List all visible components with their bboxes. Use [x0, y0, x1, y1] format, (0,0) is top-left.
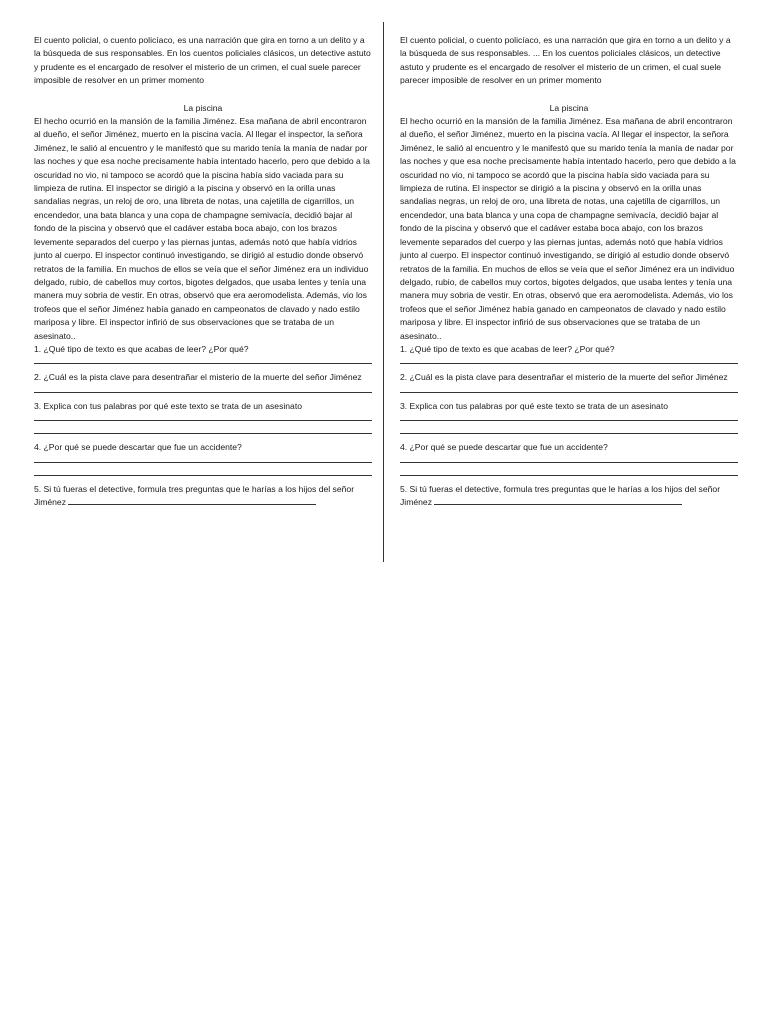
question-2: 2. ¿Cuál es la pista clave para desentrañar el misterio de la muerte del señor Jiménez: [34, 372, 362, 383]
intro-paragraph: El cuento policial, o cuento policíaco, es una narración que gira en torno a un delito y a la búsqueda de sus responsables. ... En los cuentos policiales clásicos, un detective astuto y prudente es el encargado de resolver el misterio de un crimen, el cual suele parecer imposible de resolver en un primer momento: [400, 35, 731, 86]
column-divider: [383, 22, 384, 562]
question-4: 4. ¿Por qué se puede descartar que fue un accidente?: [34, 442, 242, 453]
question-5: [400, 483, 738, 510]
question-5-text: 5. Si tú fueras el detective, formula tres preguntas que le harías a los hijos del señor Jiménez: [34, 483, 355, 507]
question-5-text: 5. Si tú fueras el detective, formula tres preguntas que le harías a los hijos del señor Jiménez: [400, 483, 721, 507]
answer-line[interactable]: [68, 504, 316, 505]
answer-line[interactable]: [434, 504, 682, 505]
story-paragraph: El hecho ocurrió en la mansión de la familia Jiménez. Esa mañana de abril encontraron al dueño, el señor Jiménez, muerto en la piscina vacía. Al llegar el inspector, la señora Jiménez, le salió al encuentro y le manifestó que su marido tenía la manía de nadar por las noches y que esa noche precisamente había intentado hacerlo, pero que debido a la oscuridad no vio, ni tampoco se acordó que la piscina había sido vaciada para su limpieza de rutina. El inspector se dirigió a la piscina y observó en la orilla unas sandalias negras, un reloj de oro, una libreta de notas, una cajetilla de cigarrillos, un encendedor, una bata blanca y una copa de champagne semivacía, decidió bajar al fondo de la piscina y observó que el cadáver estaba boca abajo, con los brazos levemente separados del cuerpo y las piernas juntas, además notó que había vidrios junto al cuerpo. El inspector continuó investigando, se dirigió al estudio donde observó retratos de la familia. En muchos de ellos se veía que el señor Jiménez era un individuo delgado, rubio, de cabellos muy cortos, bigotes delgados, que usaba lentes y tenía una manera muy sobria de vestir. En otras, observó que era aeromodelista. Además, vio los trofeos que el señor Jiménez había ganado en campeonatos de clavado y nado estilo mariposa y libre. El inspector infirió de sus observaciones que se trataba de un asesinato..: [34, 116, 370, 341]
question-1: 1. ¿Qué tipo de texto es que acabas de leer? ¿Por qué?: [34, 343, 249, 354]
question-3: 3. Explica con tus palabras por qué este texto se trata de un asesinato: [400, 400, 669, 411]
left-worksheet-column: [34, 34, 372, 509]
story-paragraph: El hecho ocurrió en la mansión de la familia Jiménez. Esa mañana de abril encontraron al dueño, el señor Jiménez, muerto en la piscina vacía. Al llegar el inspector, la señora Jiménez, le salió al encuentro y le manifestó que su marido tenía la manía de nadar por las noches y que esa noche precisamente había intentado hacerlo, pero que debido a la oscuridad no vio, ni tampoco se acordó que la piscina había sido vaciada para su limpieza de rutina. El inspector se dirigió a la piscina y observó en la orilla unas sandalias negras, un reloj de oro, una libreta de notas, una cajetilla de cigarrillos, un encendedor, una bata blanca y una copa de champagne semivacía, decidió bajar al fondo de la piscina y observó que el cadáver estaba boca abajo, con los brazos levemente separados del cuerpo y las piernas juntas, además notó que había vidrios junto al cuerpo. El inspector continuó investigando, se dirigió al estudio donde observó retratos de la familia. En muchos de ellos se veía que el señor Jiménez era un individuo delgado, rubio, de cabellos muy cortos, bigotes delgados, que usaba lentes y tenía una manera muy sobria de vestir. En otras, observó que era aeromodelista. Además, vio los trofeos que el señor Jiménez había ganado en campeonatos de clavado y nado estilo mariposa y libre. El inspector infirió de sus observaciones que se trataba de un asesinato..: [400, 116, 736, 341]
story-title: La piscina: [183, 102, 223, 113]
question-2: 2. ¿Cuál es la pista clave para desentrañar el misterio de la muerte del señor Jiménez: [400, 372, 728, 383]
question-4: 4. ¿Por qué se puede descartar que fue un accidente?: [400, 442, 608, 453]
question-3: 3. Explica con tus palabras por qué este texto se trata de un asesinato: [34, 400, 303, 411]
story-title: La piscina: [549, 102, 589, 113]
right-worksheet-column: [400, 34, 738, 509]
question-5: [34, 483, 372, 510]
question-1: 1. ¿Qué tipo de texto es que acabas de leer? ¿Por qué?: [400, 343, 615, 354]
intro-paragraph: El cuento policial, o cuento policíaco, es una narración que gira en torno a un delito y a la búsqueda de sus responsables. En los cuentos policiales clásicos, un detective astuto y prudente es el encargado de resolver el misterio de un crimen, el cual suele parecer imposible de resolver en un primer momento: [34, 35, 371, 86]
